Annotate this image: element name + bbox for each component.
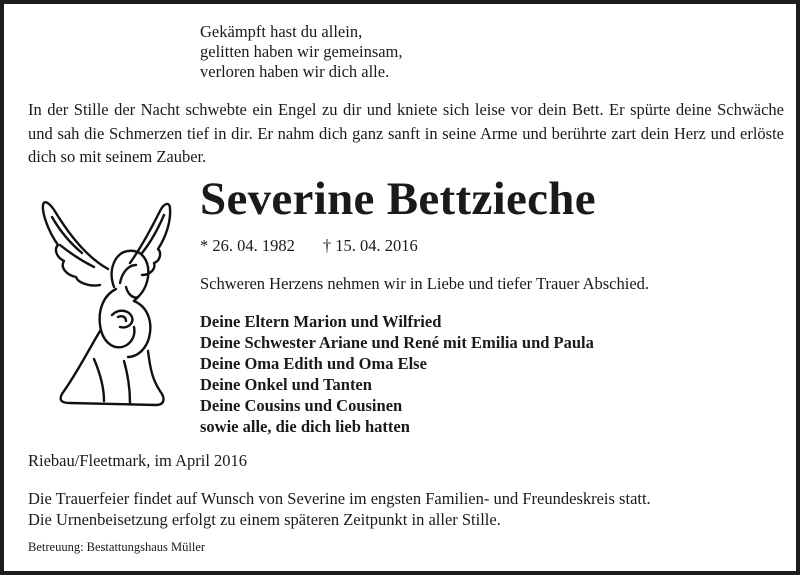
mourner-line: sowie alle, die dich lieb hatten: [200, 417, 410, 436]
undertaker-credit: Betreuung: Bestattungshaus Müller: [28, 540, 206, 554]
mourner-line: Deine Cousins und Cousinen: [200, 396, 403, 415]
ceremony-line: Die Urnenbeisetzung erfolgt zu einem späteren Zeitpunkt in aller Stille.: [28, 510, 501, 529]
deceased-name: Severine Bettzieche: [200, 173, 596, 225]
mourner-line: Deine Schwester Ariane und René mit Emilia und Paula: [200, 333, 594, 352]
life-dates: [200, 236, 418, 256]
death-date: † 15. 04. 2016: [322, 236, 418, 255]
poem-line-1: Gekämpft hast du allein,: [200, 22, 363, 41]
mourner-line: Deine Onkel und Tanten: [200, 375, 372, 394]
poem-line-2: gelitten haben wir gemeinsam,: [200, 42, 403, 61]
ceremony-line: Die Trauerfeier findet auf Wunsch von Severine im engsten Familien- und Freundeskreis statt.: [28, 489, 651, 508]
place-date: Riebau/Fleetmark, im April 2016: [28, 451, 248, 470]
intro-text: In der Stille der Nacht schwebte ein Engel zu dir und kniete sich leise vor dein Bett. Er spürte deine Schwäche und sah die Schmerzen tief in dir. Er nahm dich ganz sanft in seine Arme und berührte zart dein Herz und erlöste dich so mit seinem Zauber.: [28, 100, 784, 166]
birth-date: * 26. 04. 1982: [200, 236, 295, 255]
kneeling-angel-icon: [38, 191, 178, 431]
mourners-list: [200, 311, 594, 437]
farewell-text: Schweren Herzens nehmen wir in Liebe und tiefer Trauer Abschied.: [200, 274, 650, 293]
ceremony-info: [28, 488, 651, 530]
mourner-line: Deine Eltern Marion und Wilfried: [200, 312, 442, 331]
mourner-line: Deine Oma Edith und Oma Else: [200, 354, 427, 373]
poem: [200, 22, 403, 82]
poem-line-3: verloren haben wir dich alle.: [200, 62, 390, 81]
